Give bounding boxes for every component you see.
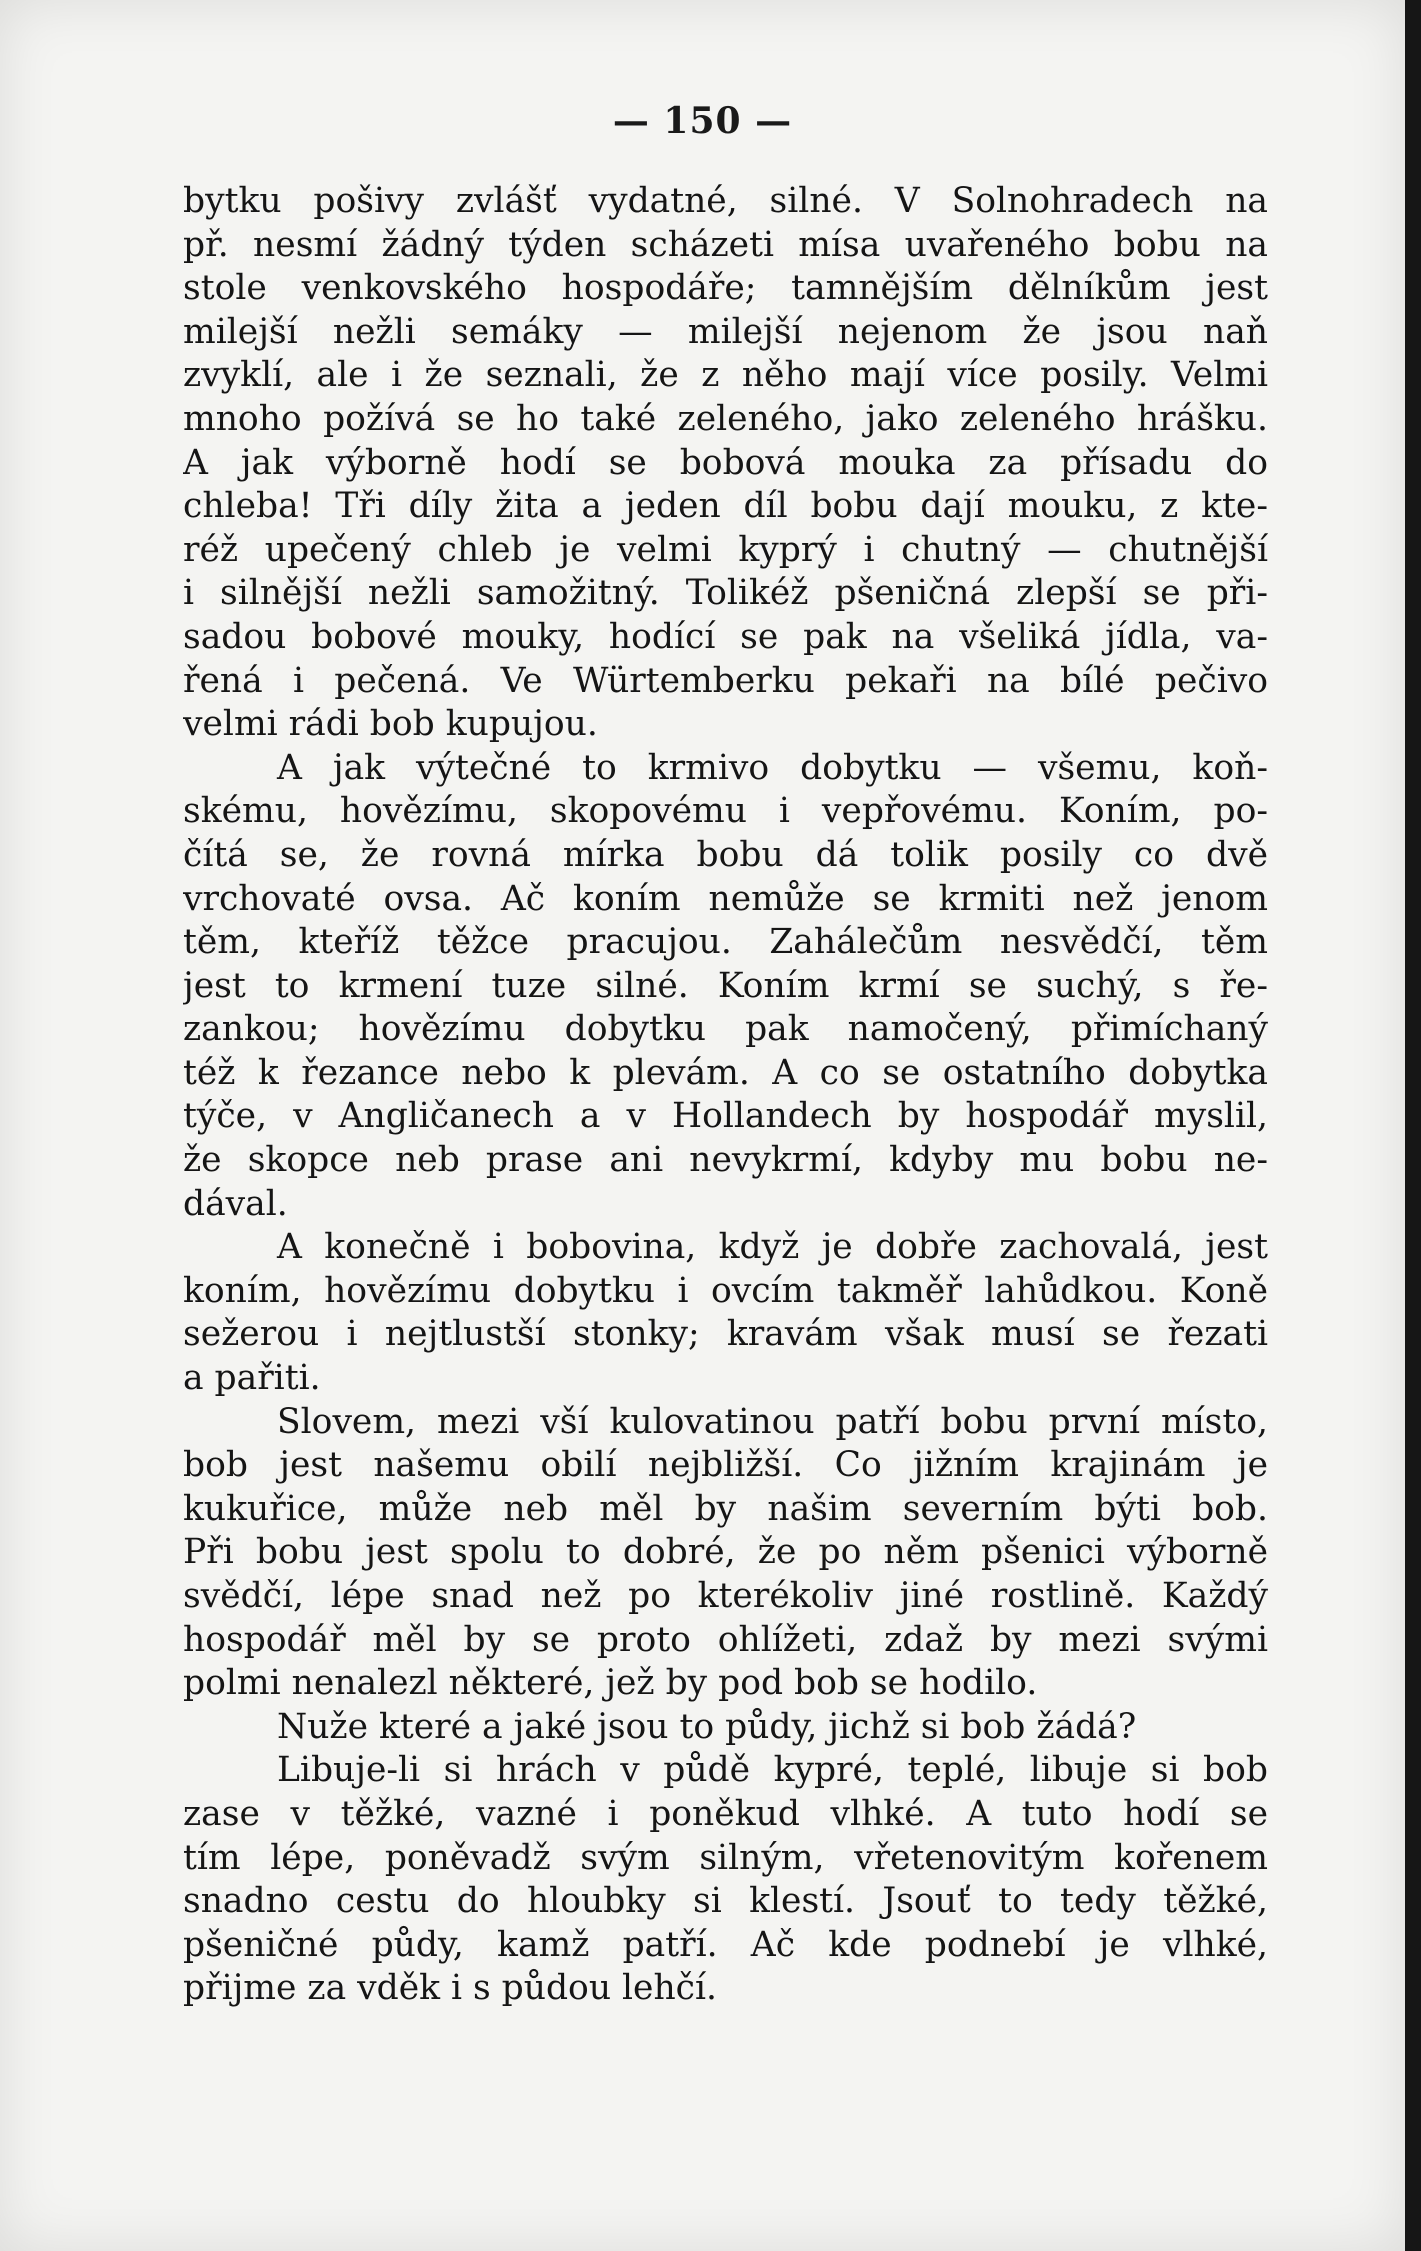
text-line: týče, v Angličanech a v Hollandech by hospodář myslil, <box>183 1096 1268 1137</box>
text-line: milejší nežli semáky — milejší nejenom že jsou naň <box>183 311 1268 352</box>
paragraph <box>183 1749 1268 2011</box>
text-line: réž upečený chleb je velmi kyprý i chutný — chutnější <box>183 529 1268 570</box>
text-line: skému, hovězímu, skopovému i vepřovému. Koním, po- <box>183 791 1268 832</box>
text-line: stole venkovského hospodáře; tamnějším dělníkům jest <box>183 268 1268 309</box>
text-line: hospodář měl by se proto ohlížeti, zdaž by mezi svými <box>183 1619 1268 1660</box>
text-line: zankou; hovězímu dobytku pak namočený, přimíchaný <box>183 1009 1268 1050</box>
text-line: Při bobu jest spolu to dobré, že po něm pšenici výborně <box>183 1532 1268 1573</box>
text-line: čítá se, že rovná mírka bobu dá tolik posily co dvě <box>183 834 1268 875</box>
text-line: A konečně i bobovina, když je dobře zachovalá, jest <box>277 1227 1268 1268</box>
text-line: dával. <box>183 1183 288 1224</box>
text-line: vrchovaté ovsa. Ač koním nemůže se krmiti než jenom <box>183 878 1268 919</box>
text-line: že skopce neb prase ani nevykrmí, kdyby mu bobu ne- <box>183 1140 1268 1181</box>
text-line: A jak výtečné to krmivo dobytku — všemu, koň- <box>277 747 1268 788</box>
text-line: Slovem, mezi vší kulovatinou patří bobu první místo, <box>277 1401 1268 1442</box>
page-number: — 150 — <box>612 100 793 142</box>
text-line: chleba! Tři díly žita a jeden díl bobu dají mouku, z kte- <box>183 486 1268 527</box>
text-line: polmi nenalezl některé, jež by pod bob se hodilo. <box>183 1663 1038 1704</box>
page-edge-shadow <box>1405 0 1421 2251</box>
text-line: sadou bobové mouky, hodící se pak na všeliká jídla, va- <box>183 616 1268 657</box>
text-line: Nuže které a jaké jsou to půdy, jichž si bob žádá? <box>277 1706 1137 1747</box>
text-line: př. nesmí žádný týden scházeti mísa uvařeného bobu na <box>183 224 1268 265</box>
text-line: sežerou i nejtlustší stonky; kravám však musí se řezati <box>183 1314 1268 1355</box>
text-line: snadno cestu do hloubky si klestí. Jsouť to tedy těžké, <box>183 1881 1268 1922</box>
text-line: koním, hovězímu dobytku i ovcím takměř lahůdkou. Koně <box>183 1270 1268 1311</box>
text-line: bytku pošivy zvlášť vydatné, silné. V Solnohradech na <box>183 181 1268 221</box>
paragraph <box>183 1401 1268 1706</box>
text-line: Libuje-li si hrách v půdě kypré, teplé, libuje si bob <box>277 1750 1268 1791</box>
text-line: přijme za vděk i s půdou lehčí. <box>183 1968 717 2009</box>
text-line: i silnější nežli samožitný. Tolikéž pšeničná zlepší se při- <box>183 573 1268 614</box>
text-line: bob jest našemu obilí nejbližší. Co jižním krajinám je <box>183 1445 1268 1486</box>
text-line: svědčí, lépe snad než po kterékoliv jiné rostlině. Každý <box>183 1576 1268 1616</box>
text-line: řená i pečená. Ve Würtemberku pekaři na bílé pečivo <box>183 660 1268 701</box>
text-line: zvyklí, ale i že seznali, že z něho mají více posily. Velmi <box>183 355 1268 396</box>
paragraph <box>183 747 1268 1227</box>
text-line: těm, kteříž těžce pracujou. Zahálečům nesvědčí, těm <box>183 922 1268 963</box>
text-line: a pařiti. <box>183 1358 321 1399</box>
text-line: mnoho požívá se ho také zeleného, jako zeleného hrášku. <box>183 398 1268 439</box>
paragraph <box>183 1226 1268 1400</box>
text-line: A jak výborně hodí se bobová mouka za přísadu do <box>183 442 1268 483</box>
text-line: jest to krmení tuze silné. Koním krmí se suchý, s ře- <box>183 965 1268 1006</box>
paragraph <box>183 180 1268 747</box>
text-line: kukuřice, může neb měl by našim severním býti bob. <box>183 1488 1268 1529</box>
text-line: pšeničné půdy, kamž patří. Ač kde podnebí je vlhké, <box>183 1924 1268 1965</box>
text-line: zase v těžké, vazné i poněkud vlhké. A tuto hodí se <box>183 1793 1268 1834</box>
body-text <box>183 180 1268 2011</box>
text-line: velmi rádi bob kupujou. <box>183 704 598 745</box>
text-line: tím lépe, poněvadž svým silným, vřetenovitým kořenem <box>183 1837 1268 1878</box>
text-line: též k řezance nebo k plevám. A co se ostatního dobytka <box>183 1052 1268 1093</box>
paragraph <box>183 1706 1268 1750</box>
